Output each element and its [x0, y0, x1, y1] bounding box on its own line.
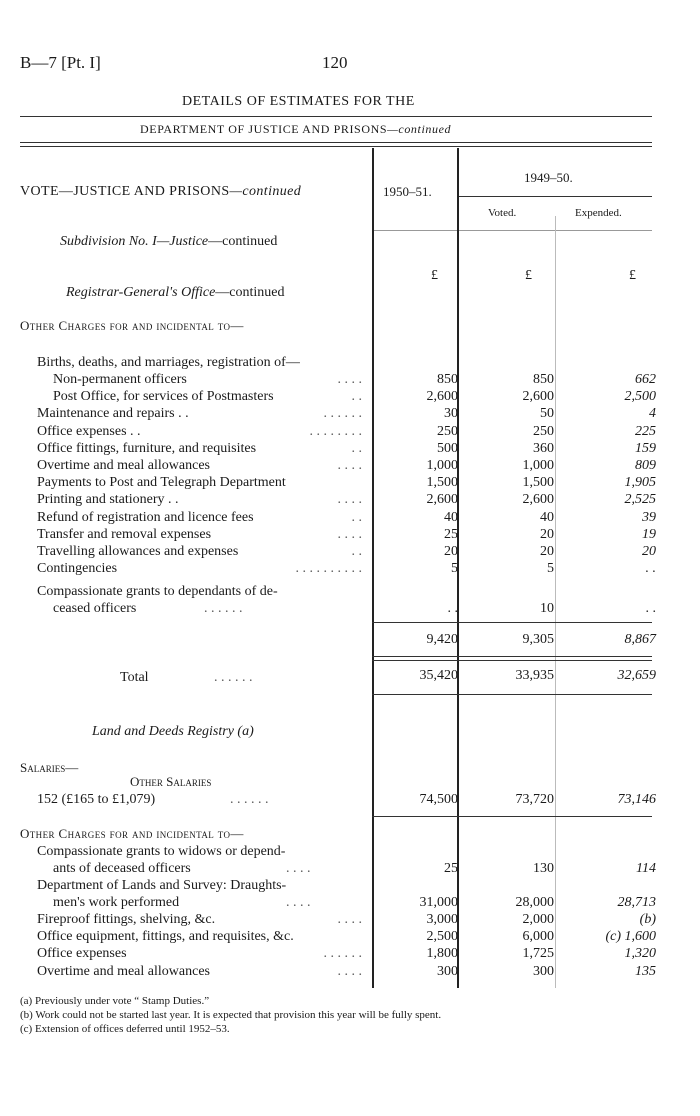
justice-row-v1950: 850: [437, 372, 458, 387]
land-comp-label-2: ants of deceased officers: [53, 861, 191, 876]
land-row-label: Office equipment, fittings, and requisites, &c.: [37, 929, 294, 945]
col-rule-right: [555, 216, 556, 988]
land-dept-label-1: Department of Lands and Survey: Draughts-: [37, 878, 287, 893]
subtotal-voted: 9,305: [522, 632, 554, 647]
justice-row-v1950: 1,500: [426, 475, 458, 491]
compassionate-label-2: [53, 601, 136, 617]
land-heading: Land and Deeds Registry (a): [92, 724, 254, 739]
vote-title-main: VOTE—JUSTICE AND PRISONS: [20, 184, 230, 199]
compassionate-1950: . .: [447, 601, 458, 616]
land-comp-1950: 25: [444, 861, 458, 876]
justice-row-v1950: 2,600: [426, 492, 458, 508]
col-rule-left: [372, 148, 374, 988]
salaries-expended: 73,146: [617, 792, 656, 807]
land-row-voted: 2,000: [522, 912, 554, 927]
land-dept-1950: 31,000: [419, 895, 458, 910]
land-comp-expended: 114: [636, 861, 656, 876]
justice-row-expended: 2,500: [624, 389, 656, 405]
land-comp-voted: 130: [533, 861, 554, 876]
salaries-1950: 74,500: [419, 792, 458, 807]
justice-row-label: Overtime and meal allowances: [37, 458, 210, 473]
land-row-v1950: 1,800: [426, 946, 458, 962]
justice-row-label: Non-permanent officers: [53, 372, 187, 387]
subtitle-main: DEPARTMENT OF JUSTICE AND PRISONS: [140, 122, 388, 136]
justice-row-voted: 5: [547, 561, 554, 577]
justice-row-label: Contingencies: [37, 561, 118, 577]
justice-row-dots: . . . .: [337, 492, 362, 508]
subdivision-continued: —continued: [208, 234, 278, 249]
title-rule: [20, 116, 652, 117]
justice-row-dots: . .: [351, 544, 362, 559]
land-row-label: Fireproof fittings, shelving, &c.: [37, 912, 216, 927]
vote-title: [20, 184, 301, 200]
compassionate-label-1: Compassionate grants to dependants of de-: [37, 584, 278, 599]
justice-row-dots: . .: [351, 389, 362, 405]
justice-row-label: Maintenance and repairs . .: [37, 406, 189, 422]
page-number: 120: [322, 53, 348, 72]
justice-row-voted: 20: [540, 526, 554, 542]
total-voted: 33,935: [515, 668, 554, 683]
justice-row-v1950: 20: [444, 544, 458, 559]
total-dots: . . . . . .: [214, 670, 253, 685]
justice-row-expended: 19: [642, 526, 656, 542]
justice-row-expended: 1,905: [624, 475, 656, 491]
land-row-label: Office expenses: [37, 946, 127, 962]
other-salaries-heading: Other Salaries: [130, 774, 212, 789]
compassionate-label-2-text: ceased officers: [53, 601, 137, 616]
justice-row-expended: 159: [635, 440, 656, 456]
other-charges-heading: Other Charges for and incidental to—: [20, 318, 244, 333]
compassionate-voted: 10: [540, 601, 554, 616]
justice-row-expended: 39: [642, 509, 656, 525]
page-subtitle: [140, 122, 451, 137]
currency-voted: £: [525, 268, 532, 283]
subdivision-main: Subdivision No. I—Justice: [60, 234, 209, 249]
subtotal-1950: 9,420: [426, 632, 458, 647]
justice-row-voted: 250: [533, 423, 554, 439]
subtotal-rule-top: [372, 622, 652, 623]
justice-row-v1950: 1,000: [426, 458, 458, 473]
justice-row-dots: . . . .: [337, 372, 362, 387]
land-row-expended: (c) 1,600: [605, 929, 656, 945]
justice-row-expended: 809: [635, 458, 656, 473]
land-row-voted: 1,725: [522, 946, 554, 962]
col-1949-heading: 1949–50.: [524, 170, 573, 185]
land-comp-dots: . . . .: [286, 861, 311, 876]
currency-1950: £: [431, 268, 438, 283]
subtotal-expended: 8,867: [624, 632, 656, 647]
justice-row-expended: 662: [635, 372, 656, 387]
justice-row-label: Office fittings, furniture, and requisites: [37, 440, 257, 456]
justice-row-label: Travelling allowances and expenses: [37, 544, 239, 559]
justice-row-expended: 4: [649, 406, 656, 422]
land-row-label: Overtime and meal allowances: [37, 963, 210, 979]
land-row-dots: . . . .: [337, 912, 362, 927]
salaries-voted: 73,720: [515, 792, 554, 807]
land-dept-expended: 28,713: [617, 895, 656, 910]
compassionate-expended: . .: [645, 601, 656, 616]
justice-row-dots: . . . .: [337, 458, 362, 473]
subtitle-continued: —continued: [387, 122, 452, 136]
total-expended: 32,659: [617, 668, 656, 683]
header-rule-2: [20, 146, 652, 147]
footnote-a: (a) Previously under vote “ Stamp Duties.”: [20, 995, 210, 1007]
land-dept-voted: 28,000: [515, 895, 554, 910]
land-row-expended: (b): [639, 912, 656, 927]
justice-row-dots: . . . . . . . .: [309, 423, 362, 439]
page-code: B—7 [Pt. I]: [20, 53, 101, 72]
land-row-expended: 1,320: [624, 946, 656, 962]
justice-row-v1950: 2,600: [426, 389, 458, 405]
justice-row-label: Printing and stationery . .: [37, 492, 179, 508]
justice-row-v1950: 5: [451, 561, 458, 577]
justice-row-voted: 40: [540, 509, 554, 525]
total-1950: 35,420: [419, 668, 458, 683]
justice-row-v1950: 30: [444, 406, 458, 422]
salaries-heading: Salaries—: [20, 760, 79, 775]
land-row-dots: . . . . . .: [323, 946, 362, 962]
justice-row-v1950: 25: [444, 526, 458, 542]
land-row-expended: 135: [635, 963, 656, 979]
vote-title-continued: —continued: [229, 184, 302, 199]
office-heading: [66, 285, 285, 301]
justice-row-voted: 360: [533, 440, 554, 456]
justice-row-expended: 20: [642, 544, 656, 559]
footnote-b: (b) Work could not be started last year. It is expected that provision this year will be fully spent.: [20, 1009, 442, 1021]
justice-row-expended: . .: [645, 561, 656, 577]
justice-row-label: Payments to Post and Telegraph Department: [37, 475, 286, 491]
total-rule-bottom: [372, 694, 652, 695]
justice-row-label: Transfer and removal expenses: [37, 526, 212, 542]
justice-row-voted: 2,600: [522, 492, 554, 508]
land-row-v1950: 2,500: [426, 929, 458, 945]
footnote-c: (c) Extension of offices deferred until 1952–53.: [20, 1023, 230, 1035]
col-voted-heading: Voted.: [488, 207, 517, 219]
total-rule-top: [372, 660, 652, 661]
col-head-rule: [372, 230, 652, 231]
justice-row-dots: . . . . . . . . . .: [295, 561, 362, 577]
justice-row-voted: 2,600: [522, 389, 554, 405]
justice-row-dots: . .: [351, 440, 362, 456]
justice-row-voted: 1,000: [522, 458, 554, 473]
justice-row-label: Post Office, for services of Postmasters: [53, 389, 274, 405]
col-1950-heading: 1950–51.: [383, 184, 432, 199]
subdivision-heading: [60, 234, 277, 250]
office-main: Registrar-General's Office: [66, 285, 216, 300]
col-expended-heading: Expended.: [575, 207, 622, 219]
land-row-v1950: 3,000: [426, 912, 458, 927]
col-1949-rule: [458, 196, 652, 197]
header-rule-1: [20, 142, 652, 143]
land-other-charges-heading: Other Charges for and incidental to—: [20, 826, 244, 841]
justice-row-expended: 225: [635, 423, 656, 439]
justice-row-label: Refund of registration and licence fees: [37, 509, 254, 525]
justice-row-v1950: 500: [437, 440, 458, 456]
land-dept-dots: . . . .: [286, 895, 311, 910]
justice-row-label: Office expenses . .: [37, 423, 141, 439]
justice-row-dots: . .: [351, 509, 362, 525]
land-row-dots: . . . .: [337, 963, 362, 979]
subtotal-rule-bottom: [372, 656, 652, 657]
justice-row-expended: 2,525: [624, 492, 656, 508]
justice-row-voted: 50: [540, 406, 554, 422]
justice-row-dots: . . . .: [337, 526, 362, 542]
salaries-rule: [372, 816, 652, 817]
compassionate-dots: . . . . . .: [204, 601, 243, 616]
land-row-v1950: 300: [437, 963, 458, 979]
justice-row-v1950: 250: [437, 423, 458, 439]
land-dept-label-2: men's work performed: [53, 895, 180, 910]
births-heading: Births, deaths, and marriages, registration of—: [37, 355, 300, 370]
justice-row-voted: 1,500: [522, 475, 554, 491]
office-continued: —continued: [215, 285, 285, 300]
page-title: DETAILS OF ESTIMATES FOR THE: [182, 94, 415, 109]
currency-expended: £: [629, 268, 636, 283]
land-comp-label-1: Compassionate grants to widows or depend-: [37, 844, 286, 859]
justice-row-voted: 850: [533, 372, 554, 387]
salaries-label: 152 (£165 to £1,079): [37, 792, 156, 807]
justice-row-v1950: 40: [444, 509, 458, 525]
salaries-dots: . . . . . .: [230, 792, 269, 807]
land-row-voted: 300: [533, 963, 554, 979]
justice-row-dots: . . . . . .: [323, 406, 362, 422]
justice-row-voted: 20: [540, 544, 554, 559]
total-label: Total: [120, 670, 149, 685]
land-row-voted: 6,000: [522, 929, 554, 945]
